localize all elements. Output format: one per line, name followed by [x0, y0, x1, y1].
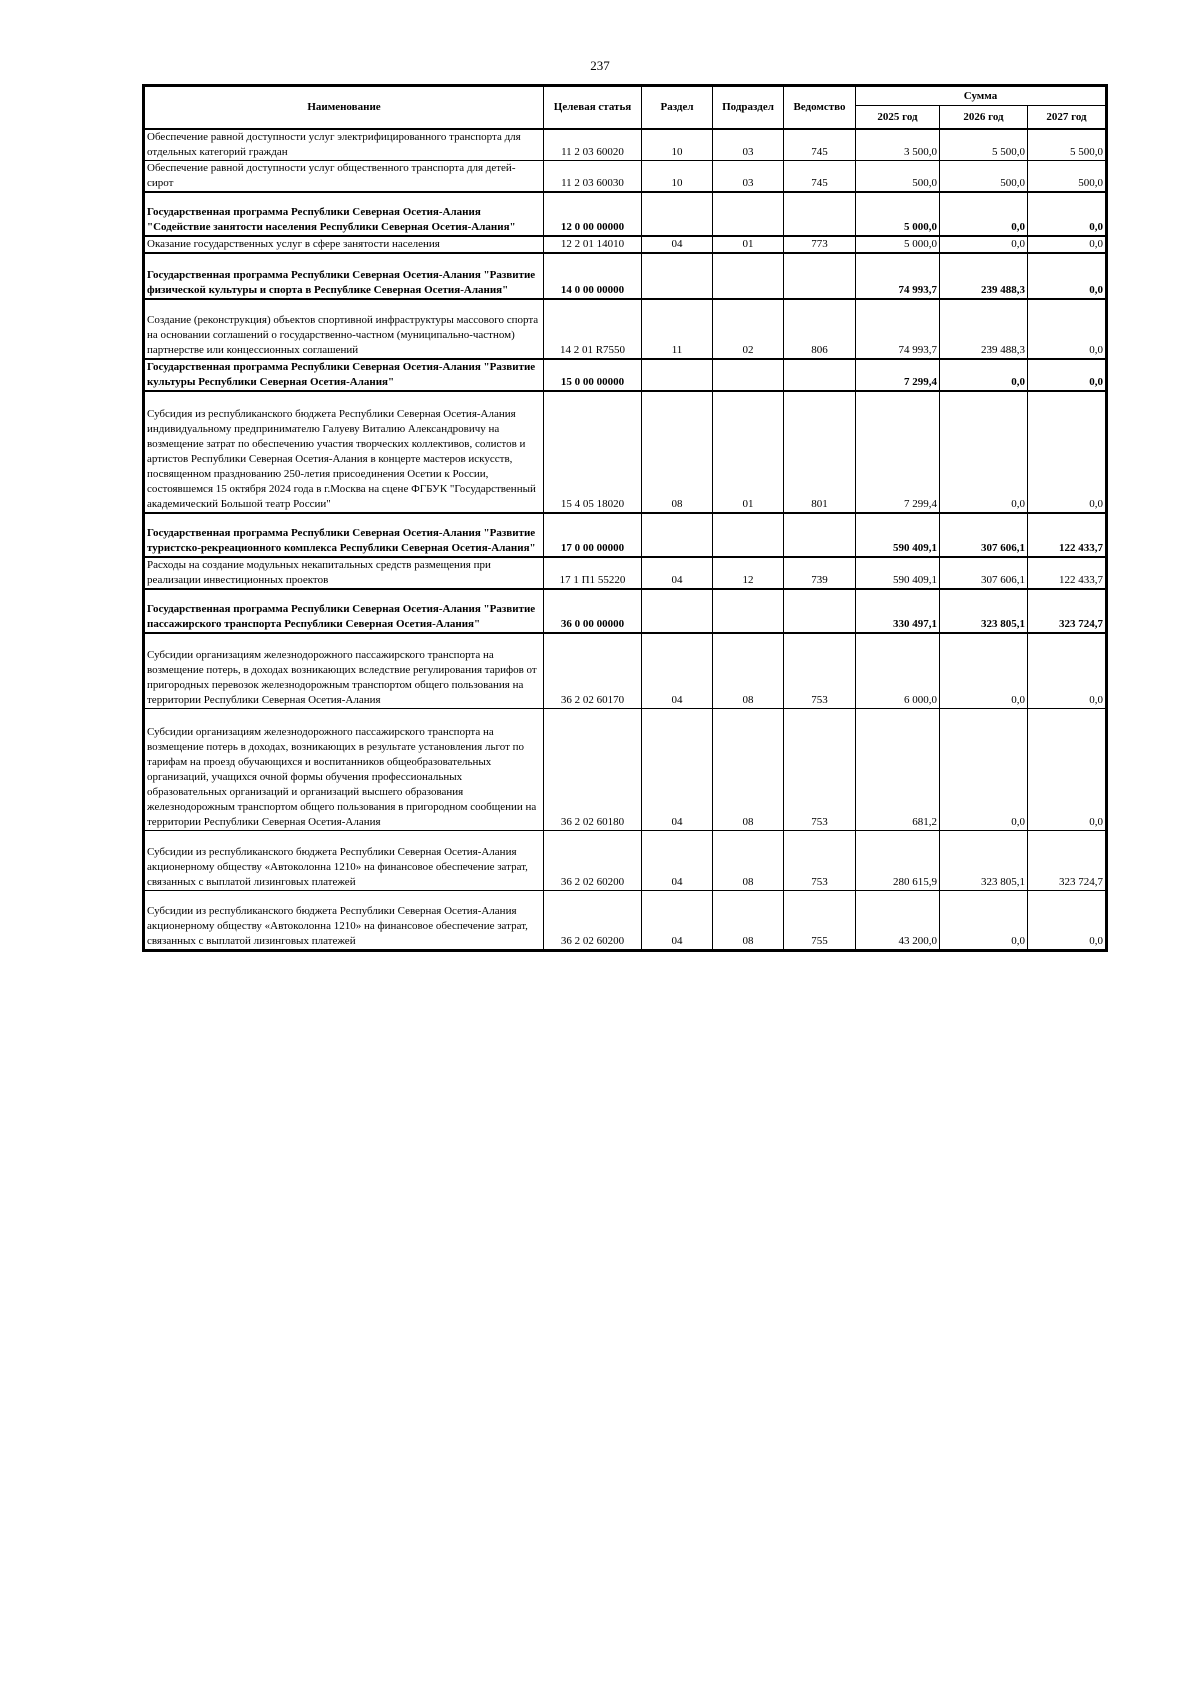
row-sum-2027: 5 500,0: [1028, 129, 1107, 161]
row-sum-2025: 3 500,0: [856, 129, 940, 161]
table-body: [144, 129, 1107, 950]
program-row: [144, 513, 1107, 557]
row-target-article: 12 2 01 14010: [544, 236, 642, 253]
table-row: [144, 299, 1107, 359]
row-department: 745: [784, 129, 856, 161]
row-department: [784, 589, 856, 633]
row-section: 04: [642, 557, 713, 589]
table-row: [144, 633, 1107, 708]
row-name: Государственная программа Республики Северная Осетия-Алания "Развитие культуры Республики Северная Осетия-Алания": [144, 359, 544, 391]
row-sum-2027: 0,0: [1028, 391, 1107, 513]
row-sum-2027: 0,0: [1028, 236, 1107, 253]
program-row: [144, 589, 1107, 633]
row-target-article: 36 2 02 60200: [544, 890, 642, 950]
row-target-article: 17 1 П1 55220: [544, 557, 642, 589]
row-target-article: 14 2 01 R7550: [544, 299, 642, 359]
row-name: Субсидии из республиканского бюджета Республики Северная Осетия-Алания акционерному обществу «Автоколонна 1210» на финансовое обеспечение затрат, связанных с выплатой лизинговых платежей: [144, 890, 544, 950]
row-name: Государственная программа Республики Северная Осетия-Алания "Развитие туристско-рекреационного комплекса Республики Северная Осетия-Алания": [144, 513, 544, 557]
row-sum-2025: 7 299,4: [856, 359, 940, 391]
row-section: 04: [642, 236, 713, 253]
row-target-article: 12 0 00 00000: [544, 192, 642, 236]
row-target-article: 15 4 05 18020: [544, 391, 642, 513]
row-sum-2026: 0,0: [940, 708, 1028, 830]
row-department: [784, 359, 856, 391]
row-section: 04: [642, 830, 713, 890]
row-subsection: 03: [713, 129, 784, 161]
row-department: 806: [784, 299, 856, 359]
program-row: [144, 359, 1107, 391]
row-sum-2027: 323 724,7: [1028, 830, 1107, 890]
row-sum-2026: 0,0: [940, 890, 1028, 950]
row-department: 755: [784, 890, 856, 950]
row-section: [642, 359, 713, 391]
row-section: 04: [642, 708, 713, 830]
row-sum-2025: 5 000,0: [856, 192, 940, 236]
row-name: Государственная программа Республики Северная Осетия-Алания "Развитие пассажирского транспорта Республики Северная Осетия-Алания": [144, 589, 544, 633]
page-number: 237: [590, 58, 610, 73]
row-subsection: [713, 253, 784, 299]
row-sum-2025: 280 615,9: [856, 830, 940, 890]
row-name: Государственная программа Республики Северная Осетия-Алания "Развитие физической культуры и спорта в Республике Северная Осетия-Алания": [144, 253, 544, 299]
row-sum-2025: 330 497,1: [856, 589, 940, 633]
budget-table: [142, 84, 1108, 952]
table-row: [144, 890, 1107, 950]
row-sum-2025: 590 409,1: [856, 513, 940, 557]
row-section: 08: [642, 391, 713, 513]
row-sum-2027: 500,0: [1028, 161, 1107, 193]
row-department: 753: [784, 633, 856, 708]
row-name: Субсидии организациям железнодорожного пассажирского транспорта на возмещение потерь, в доходах возникающих вследствие регулирования тарифов от пригородных перевозок железнодорожным транспортом общего пользования на территории Республики Северная Осетия-Алания: [144, 633, 544, 708]
row-section: 11: [642, 299, 713, 359]
row-subsection: [713, 192, 784, 236]
row-target-article: 36 2 02 60200: [544, 830, 642, 890]
row-sum-2026: 0,0: [940, 236, 1028, 253]
row-sum-2026: 0,0: [940, 633, 1028, 708]
row-department: 773: [784, 236, 856, 253]
row-department: 801: [784, 391, 856, 513]
row-sum-2027: 323 724,7: [1028, 589, 1107, 633]
table-row: [144, 830, 1107, 890]
row-name: Расходы на создание модульных некапитальных средств размещения при реализации инвестиционных проектов: [144, 557, 544, 589]
row-target-article: 14 0 00 00000: [544, 253, 642, 299]
header-sum: Сумма: [856, 86, 1107, 106]
row-subsection: 03: [713, 161, 784, 193]
row-department: [784, 192, 856, 236]
row-section: 04: [642, 633, 713, 708]
row-sum-2026: 307 606,1: [940, 513, 1028, 557]
row-sum-2025: 6 000,0: [856, 633, 940, 708]
table-row: [144, 557, 1107, 589]
row-subsection: 08: [713, 830, 784, 890]
row-target-article: 36 0 00 00000: [544, 589, 642, 633]
table-row: [144, 391, 1107, 513]
row-sum-2026: 0,0: [940, 359, 1028, 391]
row-name: Создание (реконструкция) объектов спортивной инфраструктуры массового спорта на основании соглашений о государственно-частном (муниципально-частном) партнерстве или концессионных соглашений: [144, 299, 544, 359]
table-header: [144, 86, 1107, 130]
row-sum-2027: 0,0: [1028, 633, 1107, 708]
row-section: [642, 192, 713, 236]
row-name: Субсидии организациям железнодорожного пассажирского транспорта на возмещение потерь в доходах, возникающих в результате установления льгот по тарифам на проезд обучающихся и воспитанников общеобразовательных организаций, учащихся очной формы обучения профессиональных образовательных организаций и организаций высшего образования железнодорожным транспортом общего пользования в пригородном сообщении на территории Республики Северная Осетия-Алания: [144, 708, 544, 830]
table-row: [144, 708, 1107, 830]
header-target-article: Целевая статья: [544, 86, 642, 130]
row-target-article: 17 0 00 00000: [544, 513, 642, 557]
header-department: Ведомство: [784, 86, 856, 130]
program-row: [144, 192, 1107, 236]
row-department: 753: [784, 708, 856, 830]
row-sum-2027: 0,0: [1028, 708, 1107, 830]
row-sum-2027: 0,0: [1028, 192, 1107, 236]
row-department: 745: [784, 161, 856, 193]
row-name: Субсидии из республиканского бюджета Республики Северная Осетия-Алания акционерному обществу «Автоколонна 1210» на финансовое обеспечение затрат, связанных с выплатой лизинговых платежей: [144, 830, 544, 890]
row-section: 04: [642, 890, 713, 950]
row-sum-2025: 43 200,0: [856, 890, 940, 950]
row-department: 753: [784, 830, 856, 890]
row-sum-2027: 0,0: [1028, 299, 1107, 359]
row-sum-2027: 122 433,7: [1028, 513, 1107, 557]
header-year-2026: 2026 год: [940, 106, 1028, 130]
row-name: Обеспечение равной доступности услуг электрифицированного транспорта для отдельных категорий граждан: [144, 129, 544, 161]
row-subsection: 01: [713, 391, 784, 513]
row-name: Субсидия из республиканского бюджета Республики Северная Осетия-Алания индивидуальному предпринимателю Галуеву Виталию Александровичу на возмещение затрат по обеспечению участия творческих коллективов, солистов и артистов Республики Северная Осетия-Алания в концерте мастеров искусств, посвященном празднованию 250-летия присоединения Осетии к России, состоявшемся 15 октября 2024 года в г.Москва на сцене ФГБУК "Государственный академический Большой театр России": [144, 391, 544, 513]
row-sum-2026: 500,0: [940, 161, 1028, 193]
row-sum-2027: 0,0: [1028, 359, 1107, 391]
table-row: [144, 129, 1107, 161]
header-section: Раздел: [642, 86, 713, 130]
row-sum-2027: 122 433,7: [1028, 557, 1107, 589]
row-sum-2027: 0,0: [1028, 890, 1107, 950]
row-section: [642, 253, 713, 299]
header-year-2025: 2025 год: [856, 106, 940, 130]
row-subsection: 08: [713, 890, 784, 950]
row-sum-2026: 323 805,1: [940, 830, 1028, 890]
row-sum-2026: 239 488,3: [940, 253, 1028, 299]
row-target-article: 11 2 03 60020: [544, 129, 642, 161]
row-sum-2026: 5 500,0: [940, 129, 1028, 161]
header-year-2027: 2027 год: [1028, 106, 1107, 130]
row-name: Обеспечение равной доступности услуг общественного транспорта для детей-сирот: [144, 161, 544, 193]
row-sum-2025: 7 299,4: [856, 391, 940, 513]
row-subsection: 02: [713, 299, 784, 359]
row-sum-2025: 681,2: [856, 708, 940, 830]
row-sum-2026: 323 805,1: [940, 589, 1028, 633]
row-sum-2025: 74 993,7: [856, 253, 940, 299]
row-section: [642, 513, 713, 557]
row-section: [642, 589, 713, 633]
row-target-article: 15 0 00 00000: [544, 359, 642, 391]
row-sum-2027: 0,0: [1028, 253, 1107, 299]
row-sum-2025: 5 000,0: [856, 236, 940, 253]
table-row: [144, 236, 1107, 253]
row-subsection: [713, 513, 784, 557]
row-sum-2025: 590 409,1: [856, 557, 940, 589]
row-sum-2025: 500,0: [856, 161, 940, 193]
table-row: [144, 161, 1107, 193]
program-row: [144, 253, 1107, 299]
row-section: 10: [642, 129, 713, 161]
header-subsection: Подраздел: [713, 86, 784, 130]
row-department: 739: [784, 557, 856, 589]
row-section: 10: [642, 161, 713, 193]
row-subsection: 08: [713, 708, 784, 830]
row-sum-2026: 239 488,3: [940, 299, 1028, 359]
row-sum-2026: 0,0: [940, 391, 1028, 513]
row-department: [784, 513, 856, 557]
row-sum-2026: 0,0: [940, 192, 1028, 236]
row-subsection: 01: [713, 236, 784, 253]
row-name: Государственная программа Республики Северная Осетия-Алания "Содействие занятости населения Республики Северная Осетия-Алания": [144, 192, 544, 236]
header-name: Наименование: [144, 86, 544, 130]
row-subsection: 08: [713, 633, 784, 708]
row-department: [784, 253, 856, 299]
row-name: Оказание государственных услуг в сфере занятости населения: [144, 236, 544, 253]
row-target-article: 36 2 02 60170: [544, 633, 642, 708]
row-target-article: 36 2 02 60180: [544, 708, 642, 830]
row-target-article: 11 2 03 60030: [544, 161, 642, 193]
row-subsection: 12: [713, 557, 784, 589]
row-subsection: [713, 359, 784, 391]
row-subsection: [713, 589, 784, 633]
row-sum-2025: 74 993,7: [856, 299, 940, 359]
row-sum-2026: 307 606,1: [940, 557, 1028, 589]
